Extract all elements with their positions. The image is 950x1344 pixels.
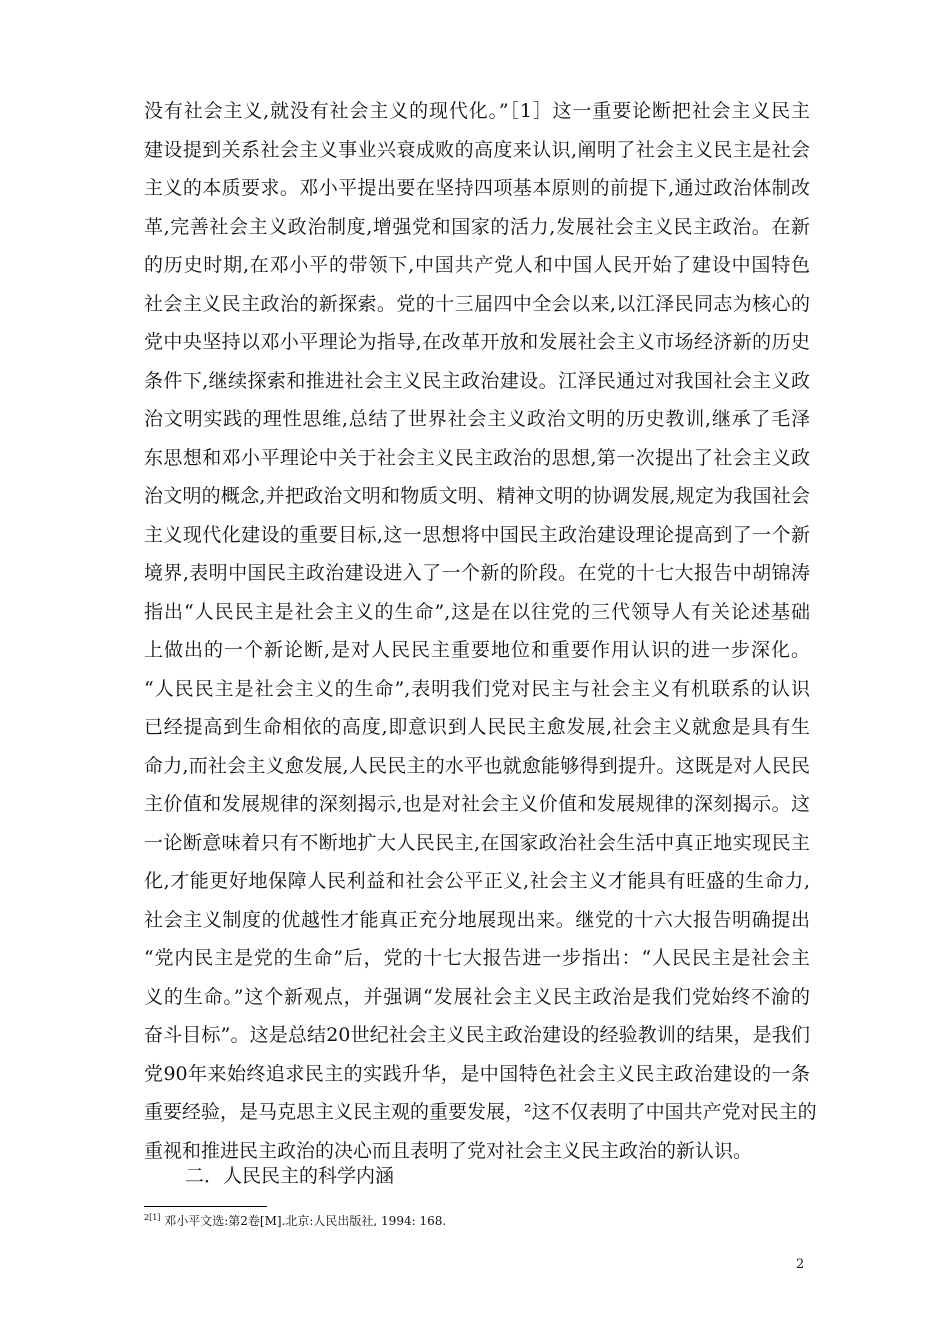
text-line: 奋斗目标”。这是总结20世纪社会主义民主政治建设的经验教训的结果，是我们 [144,1024,810,1046]
text-line: 党90年来始终追求民主的实践升华，是中国特色社会主义民主政治建设的一条 [144,1062,810,1085]
text-line: 义的生命。”这个新观点，并强调“发展社会主义民主政治是我们党始终不渝的 [144,985,810,1008]
text-line: 重要经验，是马克思主义民主观的重要发展，²这不仅表明了中国共产党对民主的 [144,1101,817,1123]
text-line: 东思想和邓小平理论中关于社会主义民主政治的思想,第一次提出了社会主义政 [144,446,810,469]
text-line: 主义的本质要求。邓小平提出要在坚持四项基本原则的前提下,通过政治体制改 [144,177,810,199]
text-line: 主义现代化建设的重要目标,这一思想将中国民主政治建设理论提高到了一个新 [144,523,810,546]
text-line: “人民民主是社会主义的生命”,表明我们党对民主与社会主义有机联系的认识 [144,677,810,700]
text-line: 主价值和发展规律的深刻揭示,也是对社会主义价值和发展规律的深刻揭示。这 [144,793,810,815]
text-line: 条件下,继续探索和推进社会主义民主政治建设。江泽民通过对我国社会主义政 [144,369,810,392]
footnote-marker: 2[1] [144,1213,161,1222]
text-line: 指出“人民民主是社会主义的生命”,这是在以往党的三代领导人有关论述基础 [144,600,810,623]
text-line: 党中央坚持以邓小平理论为指导,在改革开放和发展社会主义市场经济新的历史 [144,331,810,353]
footnote [144,1212,446,1230]
text-line: 治文明实践的理性思维,总结了世界社会主义政治文明的历史教训,继承了毛泽 [144,408,810,430]
footnote-separator [144,1206,267,1207]
text-line: 革,完善社会主义政治制度,增强党和国家的活力,发展社会主义民主政治。在新 [144,215,810,238]
text-line: 的历史时期,在邓小平的带领下,中国共产党人和中国人民开始了建设中国特色 [144,254,810,276]
text-line: “党内民主是党的生命”后，党的十七大报告进一步指出：“人民民主是社会主 [144,947,810,969]
text-line: 境界,表明中国民主政治建设进入了一个新的阶段。在党的十七大报告中胡锦涛 [144,562,810,584]
text-line: 社会主义民主政治的新探索。党的十三届四中全会以来,以江泽民同志为核心的 [144,292,810,315]
text-line: 没有社会主义,就没有社会主义的现代化。”［1］这一重要论断把社会主义民主 [144,100,810,122]
text-line: 上做出的一个新论断,是对人民民主重要地位和重要作用认识的进一步深化。 [144,639,810,661]
footnote-text: 邓小平文选:第2卷[M].北京:人民出版社, 1994: 168. [160,1214,447,1228]
text-line: 治文明的概念,并把政治文明和物质文明、精神文明的协调发展,规定为我国社会 [144,485,810,507]
text-line: 命力,而社会主义愈发展,人民民主的水平也就愈能够得到提升。这既是对人民民 [144,754,810,777]
body-paragraph [144,92,817,1170]
text-line: 一论断意味着只有不断地扩大人民民主,在国家政治社会生活中真正地实现民主 [144,831,810,854]
text-line: 社会主义制度的优越性才能真正充分地展现出来。继党的十六大报告明确提出 [144,908,810,931]
text-line: 已经提高到生命相依的高度,即意识到人民民主愈发展,社会主义就愈是具有生 [144,716,810,738]
text-line: 重视和推进民主政治的决心而且表明了党对社会主义民主政治的新认识。 [144,1139,753,1162]
text-line: 化,才能更好地保障人民利益和社会公平正义,社会主义才能具有旺盛的生命力, [144,870,810,892]
text-line: 建设提到关系社会主义事业兴衰成败的高度来认识,阐明了社会主义民主是社会 [144,138,810,161]
section-heading: 二．人民民主的科学内涵 [185,1165,395,1187]
page-number: 2 [796,1257,805,1272]
